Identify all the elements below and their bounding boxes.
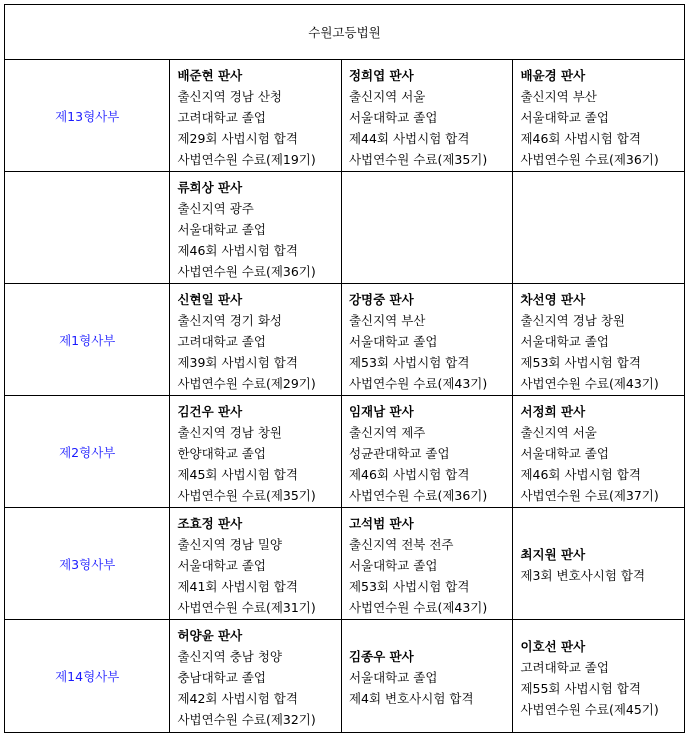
judge-detail: 출신지역 제주 <box>348 424 426 440</box>
judge-cell <box>513 508 685 620</box>
judge-name: 허양윤 판사 <box>177 628 243 643</box>
judge-cell <box>513 396 685 508</box>
judge-detail: 출신지역 광주 <box>177 200 254 216</box>
division-cell: 제14형사부 <box>5 620 170 733</box>
judge-detail: 사법연수원 수료(제37기) <box>520 487 659 503</box>
judge-detail: 사법연수원 수료(제35기) <box>348 151 488 167</box>
judge-detail: 제53회 사법시험 합격 <box>520 354 641 370</box>
judge-cell <box>513 284 685 396</box>
judge-name: 차선영 판사 <box>520 291 586 307</box>
judge-detail: 제53회 사법시험 합격 <box>348 354 470 370</box>
judge-cell <box>170 620 342 733</box>
judge-detail: 사법연수원 수료(제43기) <box>348 375 488 391</box>
judge-name: 고석범 판사 <box>348 515 414 531</box>
judge-detail: 제46회 사법시험 합격 <box>177 242 298 258</box>
judge-name: 배윤경 판사 <box>520 67 586 83</box>
judge-name: 정희엽 판사 <box>348 67 414 83</box>
judge-cell <box>170 284 342 396</box>
judge-detail: 제39회 사법시험 합격 <box>177 354 298 370</box>
judge-detail: 출신지역 충남 청양 <box>177 649 283 664</box>
judge-detail: 사법연수원 수료(제36기) <box>520 151 659 167</box>
court-title: 수원고등법원 <box>5 5 685 60</box>
judge-detail: 서울대학교 졸업 <box>348 670 438 685</box>
judge-detail: 서울대학교 졸업 <box>348 109 438 125</box>
judge-detail: 출신지역 부산 <box>520 88 597 104</box>
judge-detail: 사법연수원 수료(제32기) <box>177 712 316 727</box>
judge-detail: 서울대학교 졸업 <box>520 445 609 461</box>
judge-name: 강명중 판사 <box>348 291 414 307</box>
judge-detail: 출신지역 경남 창원 <box>177 424 283 440</box>
judge-detail: 제45회 사법시험 합격 <box>177 466 298 482</box>
judge-cell <box>341 508 513 620</box>
judge-detail: 제3회 변호사시험 합격 <box>520 568 646 583</box>
judge-detail: 출신지역 전북 전주 <box>348 536 454 552</box>
judge-cell <box>341 620 513 733</box>
division-cell <box>5 172 170 284</box>
judge-detail: 한양대학교 졸업 <box>177 445 266 461</box>
judge-cell <box>170 172 342 284</box>
division-cell: 제3형사부 <box>5 508 170 620</box>
judge-detail: 출신지역 서울 <box>520 424 597 440</box>
judge-detail: 제41회 사법시험 합격 <box>177 578 298 594</box>
division-cell: 제1형사부 <box>5 284 170 396</box>
judge-detail: 출신지역 경기 화성 <box>177 312 283 328</box>
judge-detail: 출신지역 부산 <box>348 312 426 328</box>
judge-detail: 제55회 사법시험 합격 <box>520 680 641 696</box>
judge-detail: 충남대학교 졸업 <box>177 670 266 685</box>
judge-detail: 제46회 사법시험 합격 <box>520 130 641 146</box>
judge-detail: 제46회 사법시험 합격 <box>520 466 641 482</box>
judge-detail: 출신지역 경남 산청 <box>177 88 283 104</box>
judge-name: 김종우 판사 <box>348 649 414 664</box>
judge-detail: 제29회 사법시험 합격 <box>177 130 298 146</box>
judge-detail: 고려대학교 졸업 <box>177 333 266 349</box>
table-row <box>5 60 685 172</box>
judge-cell <box>341 60 513 172</box>
judge-detail: 사법연수원 수료(제31기) <box>177 599 316 615</box>
judge-name: 조효정 판사 <box>177 515 243 531</box>
judge-detail: 고려대학교 졸업 <box>177 109 266 125</box>
judge-name: 이호선 판사 <box>520 638 586 654</box>
judge-detail: 사법연수원 수료(제35기) <box>177 487 316 503</box>
judge-detail: 고려대학교 졸업 <box>520 659 609 675</box>
judge-cell <box>513 620 685 733</box>
table-row <box>5 620 685 733</box>
judge-cell <box>341 396 513 508</box>
judge-detail: 성균관대학교 졸업 <box>348 445 450 461</box>
judge-detail: 서울대학교 졸업 <box>348 557 438 573</box>
judge-name: 김건우 판사 <box>177 403 243 419</box>
judge-detail: 서울대학교 졸업 <box>520 109 609 125</box>
judge-detail: 서울대학교 졸업 <box>177 221 266 237</box>
table-row <box>5 508 685 620</box>
judge-detail: 서울대학교 졸업 <box>348 333 438 349</box>
judge-name: 최지원 판사 <box>520 547 586 562</box>
judge-detail: 서울대학교 졸업 <box>520 333 609 349</box>
judge-detail: 제42회 사법시험 합격 <box>177 691 298 706</box>
judge-cell <box>341 284 513 396</box>
judge-detail: 사법연수원 수료(제45기) <box>520 701 659 717</box>
judge-detail: 사법연수원 수료(제43기) <box>520 375 659 391</box>
judge-cell <box>341 172 513 284</box>
judge-cell <box>170 60 342 172</box>
judge-cell <box>170 396 342 508</box>
judge-name: 서정희 판사 <box>520 403 586 419</box>
judge-name: 신현일 판사 <box>177 291 243 307</box>
judge-detail: 사법연수원 수료(제19기) <box>177 151 316 167</box>
division-cell: 제13형사부 <box>5 60 170 172</box>
judge-detail: 사법연수원 수료(제43기) <box>348 599 488 615</box>
judge-name: 임재남 판사 <box>348 403 414 419</box>
judge-detail: 출신지역 서울 <box>348 88 426 104</box>
judge-detail: 출신지역 경남 창원 <box>520 312 626 328</box>
table-row <box>5 172 685 284</box>
judge-detail: 제46회 사법시험 합격 <box>348 466 470 482</box>
table-row <box>5 396 685 508</box>
judge-detail: 사법연수원 수료(제36기) <box>348 487 488 503</box>
judge-detail: 제44회 사법시험 합격 <box>348 130 470 146</box>
judge-detail: 사법연수원 수료(제29기) <box>177 375 316 391</box>
judge-detail: 제53회 사법시험 합격 <box>348 578 470 594</box>
judge-detail: 사법연수원 수료(제36기) <box>177 263 316 279</box>
judge-name: 류희상 판사 <box>177 179 243 195</box>
judge-cell <box>170 508 342 620</box>
judge-detail: 제4회 변호사시험 합격 <box>348 691 474 706</box>
table-row <box>5 284 685 396</box>
judge-detail: 서울대학교 졸업 <box>177 557 266 573</box>
judge-cell <box>513 60 685 172</box>
judge-detail: 출신지역 경남 밀양 <box>177 536 283 552</box>
judge-cell <box>513 172 685 284</box>
judge-name: 배준현 판사 <box>177 67 243 83</box>
judges-table <box>4 4 685 733</box>
division-cell: 제2형사부 <box>5 396 170 508</box>
